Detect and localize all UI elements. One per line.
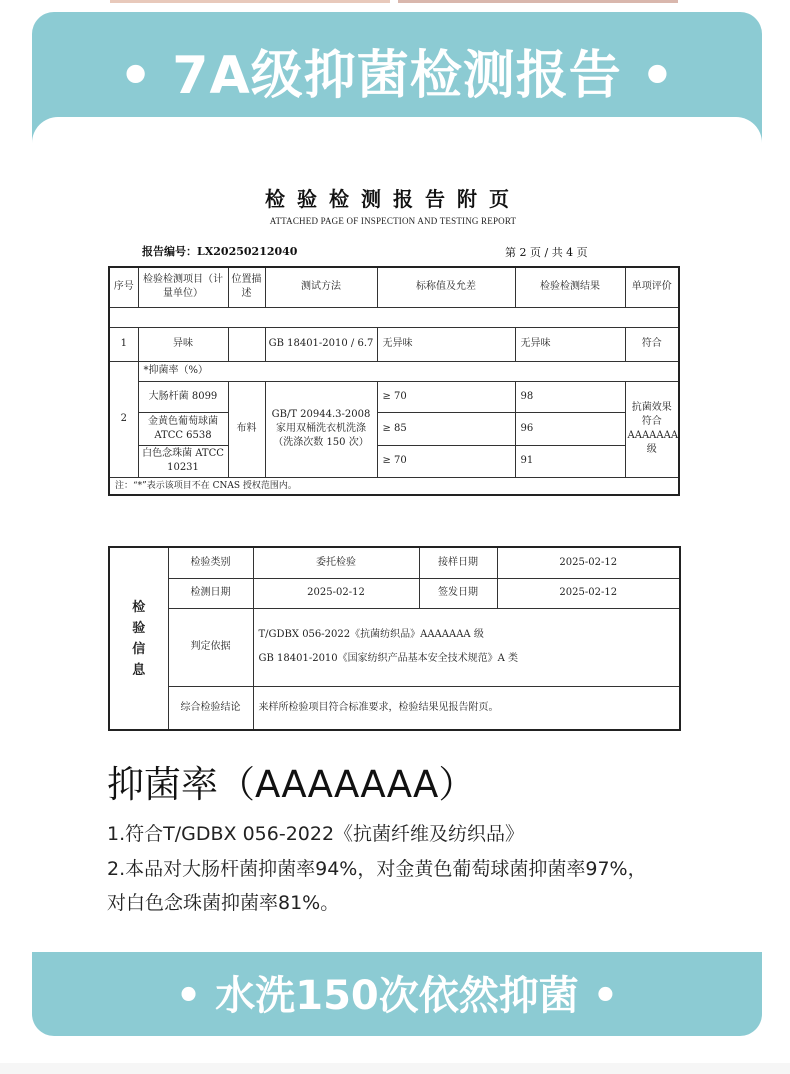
row1-method: GB 18401-2010 / 6.7 — [265, 327, 377, 361]
category-label: 检验类别 — [168, 547, 253, 578]
spacer-row — [109, 307, 679, 327]
bottom-divider — [0, 1063, 790, 1074]
table-row — [109, 327, 679, 361]
results-table — [108, 266, 680, 496]
test-date-label: 检测日期 — [168, 578, 253, 608]
top-image-edge-right — [398, 0, 678, 3]
row1-result: 无异味 — [515, 327, 625, 361]
inspection-info-table — [108, 546, 681, 731]
table-note: 注：“*”表示该项目不在 CNAS 授权范围内。 — [109, 477, 679, 495]
issue-date-value: 2025-02-12 — [497, 578, 680, 608]
row2-standard-3: ≥ 70 — [377, 445, 515, 477]
row2-standard-2: ≥ 85 — [377, 412, 515, 445]
table-row — [109, 361, 679, 381]
basis-line-2: GB 18401-2010《国家纺织产品基本安全技术规范》A 类 — [258, 653, 519, 664]
info-heading-text: 检验信息 — [132, 599, 146, 678]
table-row — [109, 412, 679, 445]
section-line-2: 2.本品对大肠杆菌抑菌率94%，对金黄色葡萄球菌抑菌率97%， — [107, 858, 647, 880]
row2-judge: 抗菌效果符合AAAAAAA级 — [625, 381, 679, 477]
row2-result-3: 91 — [515, 445, 625, 477]
col-judge: 单项评价 — [625, 267, 679, 307]
sample-date-value: 2025-02-12 — [497, 547, 680, 578]
test-date-value: 2025-02-12 — [253, 578, 419, 608]
category-value: 委托检验 — [253, 547, 419, 578]
row2-item-3: 白色念珠菌 ATCC 10231 — [138, 445, 228, 477]
row2-result-2: 96 — [515, 412, 625, 445]
top-image-edge-left — [110, 0, 390, 3]
report-page-indicator: 第 2 页 / 共 4 页 — [505, 246, 588, 259]
report-number: 报告编号：LX20250212040 — [142, 245, 298, 258]
footer-title: • 水洗150次依然抑菌 • — [175, 973, 619, 1019]
row1-seq: 1 — [109, 327, 138, 361]
row2-group: *抑菌率（%） — [138, 361, 679, 381]
table-row — [109, 578, 680, 608]
table-row — [109, 608, 680, 686]
row1-position — [228, 327, 265, 361]
note-row — [109, 477, 679, 495]
row2-result-1: 98 — [515, 381, 625, 412]
report-title: 检验检测报告附页 — [265, 187, 521, 211]
basis-line-1: T/GDBX 056-2022《抗菌纺织品》AAAAAAA 级 — [258, 629, 484, 640]
col-position: 位置描述 — [228, 267, 265, 307]
table-row — [109, 547, 680, 578]
col-seq: 序号 — [109, 267, 138, 307]
sample-date-label: 接样日期 — [419, 547, 497, 578]
issue-date-label: 签发日期 — [419, 578, 497, 608]
top-image-strip — [0, 0, 790, 6]
report-subtitle: ATTACHED PAGE OF INSPECTION AND TESTING REPORT — [269, 216, 517, 226]
table-header-row — [109, 267, 679, 307]
page-title: • 7A级抑菌检测报告 • — [118, 46, 676, 106]
row2-position: 布料 — [228, 381, 265, 477]
col-result: 检验检测结果 — [515, 267, 625, 307]
col-method: 测试方法 — [265, 267, 377, 307]
row1-judge: 符合 — [625, 327, 679, 361]
section-line-3: 对白色念珠菌抑菌率81%。 — [107, 892, 340, 914]
col-standard: 标称值及允差 — [377, 267, 515, 307]
spacer-cell — [109, 307, 679, 327]
row2-standard-1: ≥ 70 — [377, 381, 515, 412]
row1-item: 异味 — [138, 327, 228, 361]
conclusion-label: 综合检验结论 — [168, 686, 253, 730]
table-row — [109, 381, 679, 412]
row2-item-1: 大肠杆菌 8099 — [138, 381, 228, 412]
section-line-1: 1.符合T/GDBX 056-2022《抗菌纤维及纺织品》 — [107, 823, 525, 845]
row2-seq: 2 — [109, 361, 138, 477]
basis-value — [253, 608, 680, 686]
conclusion-value: 来样所检验项目符合标准要求，检验结果见报告附页。 — [253, 686, 680, 730]
row2-item-2: 金黄色葡萄球菌 ATCC 6538 — [138, 412, 228, 445]
info-heading — [109, 547, 168, 730]
table-row — [109, 445, 679, 477]
basis-label: 判定依据 — [168, 608, 253, 686]
table-row — [109, 686, 680, 730]
col-item: 检验检测项目（计量单位） — [138, 267, 228, 307]
row2-method: GB/T 20944.3-2008 家用双桶洗衣机洗涤（洗涤次数 150 次） — [265, 381, 377, 477]
row1-standard: 无异味 — [377, 327, 515, 361]
section-title: 抑菌率（AAAAAAA） — [107, 763, 476, 806]
